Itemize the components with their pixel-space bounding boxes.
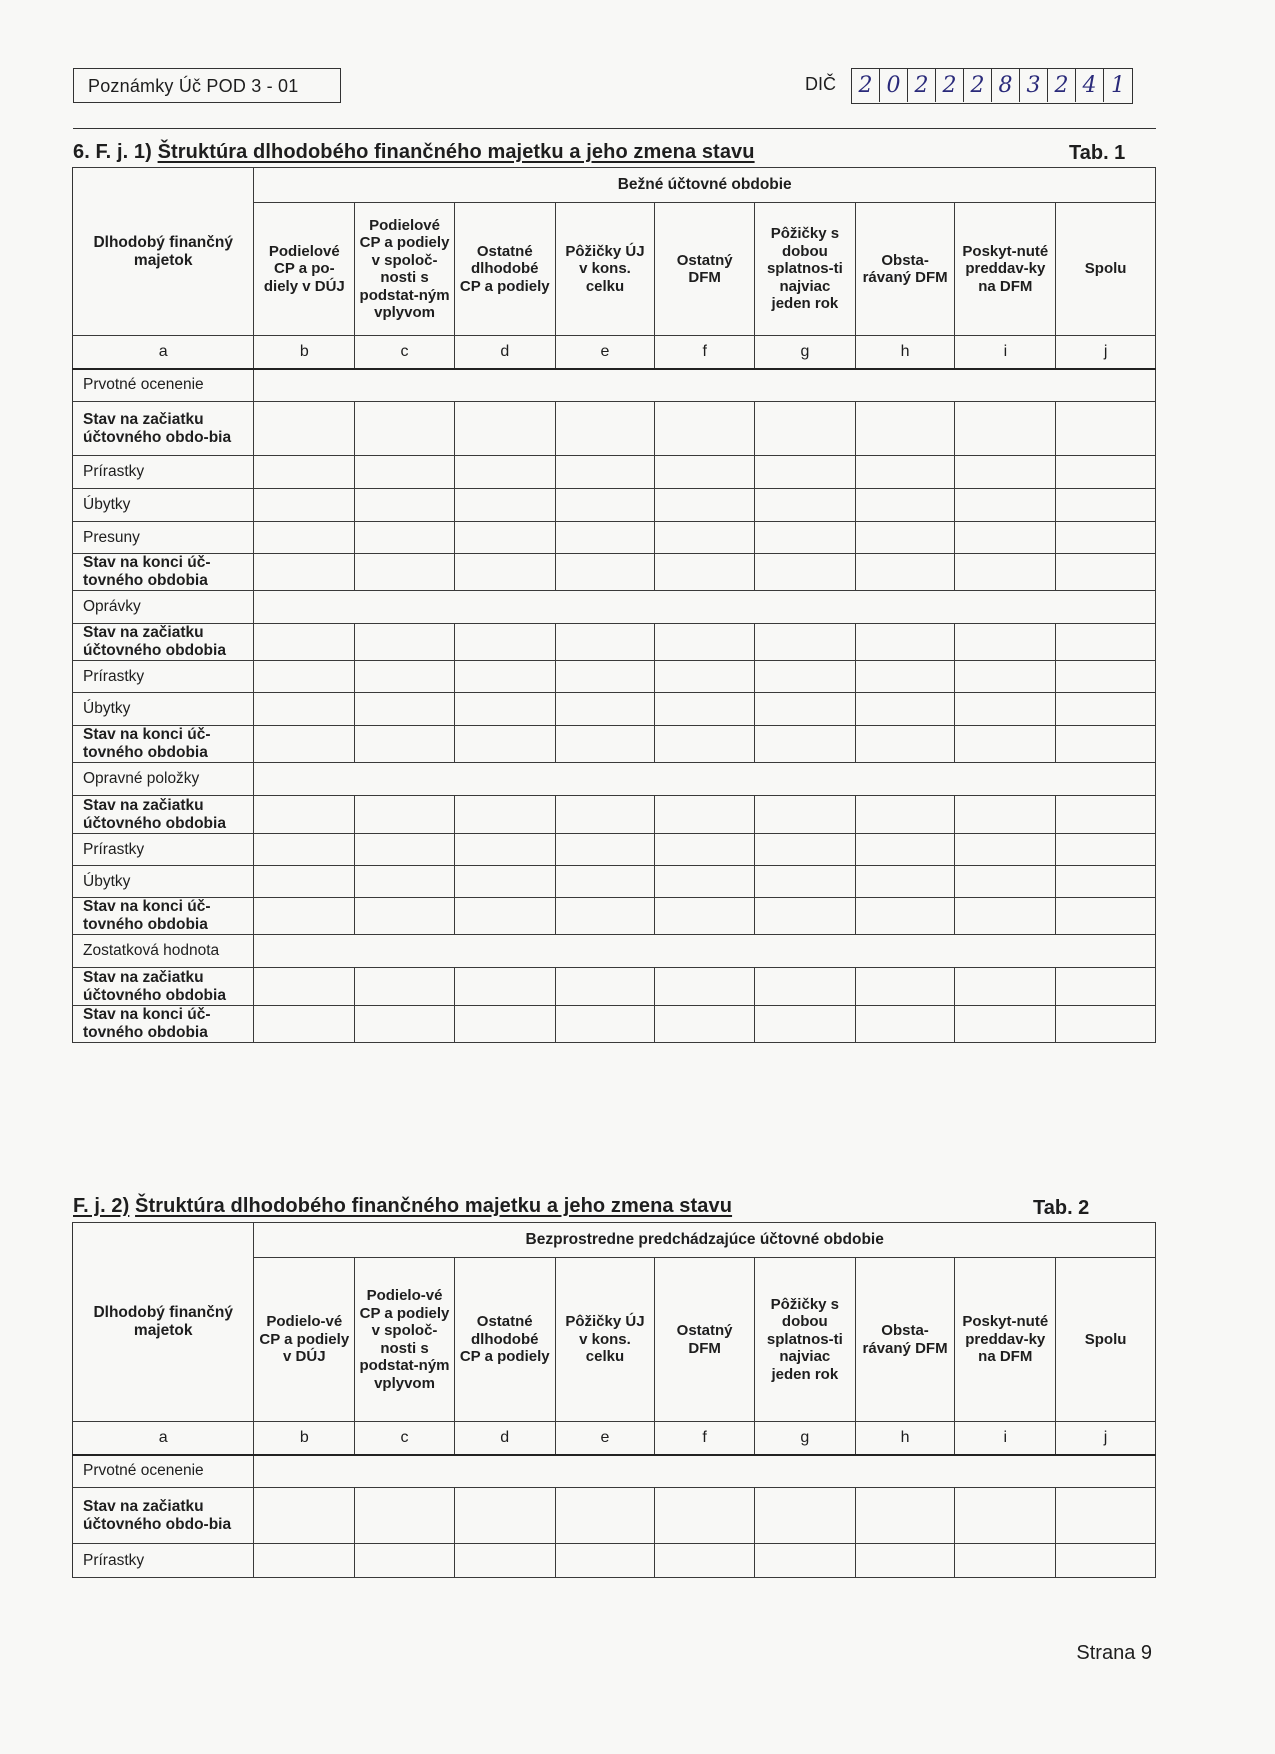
dfm-structure-table-current (72, 167, 1156, 1043)
column-letter: j (1056, 336, 1156, 369)
dic-digit-box[interactable]: 2 (852, 69, 880, 102)
value-cell[interactable] (254, 402, 355, 456)
value-cell[interactable] (355, 489, 455, 522)
value-cell[interactable] (955, 661, 1056, 693)
column-letter: i (955, 336, 1056, 369)
value-cell[interactable] (755, 968, 856, 1006)
value-cell[interactable] (855, 834, 955, 866)
value-cell[interactable] (254, 866, 355, 898)
dic-digit-box[interactable]: 2 (908, 69, 936, 102)
table-row (73, 935, 1156, 968)
value-cell[interactable] (355, 1544, 455, 1578)
value-cell[interactable] (1056, 693, 1156, 726)
value-cell[interactable] (555, 726, 655, 763)
value-cell[interactable] (254, 726, 355, 763)
value-cell[interactable] (955, 726, 1056, 763)
column-header: Ostatné dlhodobé CP a podiely (454, 203, 555, 336)
value-cell[interactable] (755, 661, 856, 693)
table-row (73, 661, 1156, 693)
section1-tab-label: Tab. 1 (1069, 142, 1126, 164)
value-cell[interactable] (254, 968, 355, 1006)
row-label: Prírastky (73, 834, 254, 866)
value-cell[interactable] (1056, 1006, 1156, 1043)
value-cell[interactable] (755, 898, 856, 935)
column-letter: f (655, 336, 755, 369)
table-row (73, 522, 1156, 554)
value-cell[interactable] (655, 898, 755, 935)
value-cell[interactable] (555, 1488, 655, 1544)
value-cell[interactable] (355, 796, 455, 834)
value-cell[interactable] (254, 456, 355, 489)
column-header: Obsta-rávaný DFM (855, 1258, 955, 1422)
value-cell[interactable] (655, 522, 755, 554)
value-cell[interactable] (655, 866, 755, 898)
dic-label: DIČ (805, 74, 836, 94)
value-cell[interactable] (955, 456, 1056, 489)
section-row-label: Oprávky (73, 591, 254, 624)
row-label: Prírastky (73, 1544, 254, 1578)
value-cell[interactable] (755, 1006, 856, 1043)
value-cell[interactable] (355, 661, 455, 693)
value-cell[interactable] (855, 624, 955, 661)
value-cell[interactable] (454, 522, 555, 554)
column-header: Podielo-vé CP a podiely v DÚJ (254, 1258, 355, 1422)
value-cell[interactable] (1056, 554, 1156, 591)
row-label: Stav na konci úč-tovného obdobia (73, 726, 254, 763)
value-cell[interactable] (254, 693, 355, 726)
value-cell[interactable] (355, 898, 455, 935)
value-cell[interactable] (855, 522, 955, 554)
section-row-span (254, 935, 1156, 968)
value-cell[interactable] (1056, 489, 1156, 522)
value-cell[interactable] (955, 402, 1056, 456)
dfm-structure-table-previous (72, 1222, 1156, 1578)
value-cell[interactable] (254, 624, 355, 661)
value-cell[interactable] (254, 898, 355, 935)
value-cell[interactable] (655, 1488, 755, 1544)
value-cell[interactable] (555, 693, 655, 726)
section-row-span (254, 369, 1156, 402)
value-cell[interactable] (454, 624, 555, 661)
column-header: Pôžičky ÚJ v kons. celku (555, 203, 655, 336)
column-header: Obsta-rávaný DFM (855, 203, 955, 336)
value-cell[interactable] (955, 1488, 1056, 1544)
value-cell[interactable] (955, 898, 1056, 935)
value-cell[interactable] (254, 1544, 355, 1578)
value-cell[interactable] (855, 456, 955, 489)
value-cell[interactable] (655, 693, 755, 726)
table-row (73, 693, 1156, 726)
table-row (73, 591, 1156, 624)
period-label: Bežné účtovné obdobie (254, 168, 1156, 203)
value-cell[interactable] (454, 726, 555, 763)
value-cell[interactable] (555, 866, 655, 898)
dic-digit-box[interactable]: 2 (936, 69, 964, 102)
value-cell[interactable] (254, 661, 355, 693)
row-label: Stav na začiatku účtovného obdobia (73, 968, 254, 1006)
value-cell[interactable] (454, 489, 555, 522)
value-cell[interactable] (355, 968, 455, 1006)
value-cell[interactable] (1056, 402, 1156, 456)
table-row (73, 1006, 1156, 1043)
value-cell[interactable] (254, 1488, 355, 1544)
value-cell[interactable] (655, 624, 755, 661)
value-cell[interactable] (1056, 661, 1156, 693)
table-row (73, 554, 1156, 591)
column-letter: f (655, 1422, 755, 1455)
table-row (73, 763, 1156, 796)
value-cell[interactable] (454, 1544, 555, 1578)
value-cell[interactable] (855, 554, 955, 591)
header-divider (73, 128, 1156, 129)
page-number: Strana 9 (1076, 1642, 1152, 1664)
column-header: Podielové CP a po-diely v DÚJ (254, 203, 355, 336)
value-cell[interactable] (955, 866, 1056, 898)
column-header: Ostatné dlhodobé CP a podiely (454, 1258, 555, 1422)
table-row (73, 1488, 1156, 1544)
value-cell[interactable] (355, 624, 455, 661)
value-cell[interactable] (755, 726, 856, 763)
value-cell[interactable] (955, 1544, 1056, 1578)
value-cell[interactable] (454, 1488, 555, 1544)
value-cell[interactable] (1056, 522, 1156, 554)
row-label: Stav na konci úč-tovného obdobia (73, 554, 254, 591)
table-row (73, 1455, 1156, 1488)
column-letter: e (555, 336, 655, 369)
row-label: Úbytky (73, 693, 254, 726)
column-header: Pôžičky ÚJ v kons. celku (555, 1258, 655, 1422)
value-cell[interactable] (754, 1488, 855, 1544)
dic-digit-box[interactable]: 1 (1111, 73, 1125, 98)
column-header: Podielo-vé CP a podiely v spoloč-nosti s podstat-ným vplyvom (355, 1258, 455, 1422)
value-cell[interactable] (555, 624, 655, 661)
value-cell[interactable] (1056, 866, 1156, 898)
section-row-label: Opravné položky (73, 763, 254, 796)
value-cell[interactable] (655, 456, 755, 489)
section-row-span (254, 591, 1156, 624)
value-cell[interactable] (555, 554, 655, 591)
dic-field[interactable] (851, 68, 1133, 104)
table-row (73, 726, 1156, 763)
value-cell[interactable] (555, 489, 655, 522)
value-cell[interactable] (1056, 898, 1156, 935)
value-cell[interactable] (1056, 726, 1156, 763)
column-letter: a (73, 336, 254, 369)
value-cell[interactable] (655, 726, 755, 763)
column-letter: b (254, 1422, 355, 1455)
value-cell[interactable] (1056, 624, 1156, 661)
value-cell[interactable] (855, 796, 955, 834)
table-row (73, 866, 1156, 898)
value-cell[interactable] (454, 456, 555, 489)
value-cell[interactable] (1056, 456, 1156, 489)
value-cell[interactable] (955, 1006, 1056, 1043)
value-cell[interactable] (855, 968, 955, 1006)
value-cell[interactable] (555, 661, 655, 693)
dic-digit-box[interactable]: 2 (964, 69, 992, 102)
value-cell[interactable] (655, 834, 755, 866)
value-cell[interactable] (1056, 796, 1156, 834)
section-row-label: Prvotné ocenenie (73, 1455, 254, 1488)
column-letter: j (1056, 1422, 1156, 1455)
section2-title-prefix: F. j. 2) (73, 1195, 130, 1217)
value-cell[interactable] (555, 796, 655, 834)
dic-digit-box[interactable]: 4 (1076, 69, 1104, 102)
value-cell[interactable] (955, 554, 1056, 591)
value-cell[interactable] (454, 1006, 555, 1043)
value-cell[interactable] (454, 693, 555, 726)
value-cell[interactable] (1056, 834, 1156, 866)
column-letter: d (454, 336, 555, 369)
column-letter: g (754, 1422, 855, 1455)
value-cell[interactable] (454, 661, 555, 693)
column-header: Pôžičky s dobou splatnos-ti najviac jeden rok (755, 203, 856, 336)
value-cell[interactable] (355, 402, 455, 456)
table-row (73, 624, 1156, 661)
table-row (73, 898, 1156, 935)
section2-title-text: Štruktúra dlhodobého finančného majetku a jeho zmena stavu (135, 1195, 733, 1217)
value-cell[interactable] (955, 522, 1056, 554)
dic-digit-box[interactable]: 2 (1048, 69, 1076, 102)
value-cell[interactable] (755, 866, 856, 898)
value-cell[interactable] (454, 402, 555, 456)
value-cell[interactable] (855, 898, 955, 935)
section-row-span (254, 763, 1156, 796)
value-cell[interactable] (555, 898, 655, 935)
table-row (73, 968, 1156, 1006)
value-cell[interactable] (855, 866, 955, 898)
value-cell[interactable] (555, 456, 655, 489)
value-cell[interactable] (655, 1544, 755, 1578)
column-letter: c (355, 336, 455, 369)
value-cell[interactable] (955, 624, 1056, 661)
dic-digit-box[interactable]: 8 (992, 69, 1020, 102)
value-cell[interactable] (254, 489, 355, 522)
table-row (73, 402, 1156, 456)
dic-digit-box[interactable]: 3 (1020, 69, 1048, 102)
value-cell[interactable] (955, 489, 1056, 522)
value-cell[interactable] (355, 834, 455, 866)
section-row-label: Zostatková hodnota (73, 935, 254, 968)
value-cell[interactable] (355, 866, 455, 898)
value-cell[interactable] (755, 402, 856, 456)
value-cell[interactable] (454, 834, 555, 866)
column-letter: d (454, 1422, 555, 1455)
section2-tab-label: Tab. 2 (1033, 1197, 1090, 1219)
value-cell[interactable] (755, 796, 856, 834)
value-cell[interactable] (755, 456, 856, 489)
table-row (73, 489, 1156, 522)
column-letter: h (855, 336, 955, 369)
value-cell[interactable] (855, 489, 955, 522)
column-header: Podielové CP a podiely v spoloč-nosti s podstat-ným vplyvom (355, 203, 455, 336)
value-cell[interactable] (254, 834, 355, 866)
section-row-span (254, 1455, 1156, 1488)
value-cell[interactable] (754, 1544, 855, 1578)
value-cell[interactable] (355, 1006, 455, 1043)
row-label: Stav na začiatku účtovného obdobia (73, 796, 254, 834)
section1-title-prefix: 6. F. j. 1) (73, 141, 152, 163)
section-row-label: Prvotné ocenenie (73, 369, 254, 402)
row-label: Stav na konci úč-tovného obdobia (73, 1006, 254, 1043)
value-cell[interactable] (254, 1006, 355, 1043)
value-cell[interactable] (454, 968, 555, 1006)
value-cell[interactable] (755, 624, 856, 661)
column-letter: h (855, 1422, 955, 1455)
value-cell[interactable] (555, 968, 655, 1006)
table-row (73, 369, 1156, 402)
value-cell[interactable] (655, 968, 755, 1006)
value-cell[interactable] (355, 1488, 455, 1544)
value-cell[interactable] (755, 489, 856, 522)
value-cell[interactable] (355, 554, 455, 591)
row-label: Stav na začiatku účtovného obdo-bia (73, 1488, 254, 1544)
section1-title (73, 141, 755, 164)
section1-title-text: Štruktúra dlhodobého finančného majetku a jeho zmena stavu (157, 141, 755, 163)
table-row (73, 1544, 1156, 1578)
value-cell[interactable] (955, 693, 1056, 726)
value-cell[interactable] (855, 1544, 955, 1578)
value-cell[interactable] (454, 898, 555, 935)
column-header: Ostatný DFM (655, 203, 755, 336)
column-header: Spolu (1056, 1258, 1156, 1422)
value-cell[interactable] (254, 522, 355, 554)
value-cell[interactable] (655, 402, 755, 456)
value-cell[interactable] (555, 1544, 655, 1578)
value-cell[interactable] (1056, 1488, 1156, 1544)
value-cell[interactable] (355, 456, 455, 489)
column-letter: e (555, 1422, 655, 1455)
value-cell[interactable] (755, 693, 856, 726)
row-header-label: Dlhodobý finančný majetok (73, 168, 254, 336)
row-label: Úbytky (73, 866, 254, 898)
column-header: Poskyt-nuté preddav-ky na DFM (955, 1258, 1056, 1422)
period-label: Bezprostredne predchádzajúce účtovné obdobie (254, 1223, 1156, 1258)
value-cell[interactable] (1056, 968, 1156, 1006)
value-cell[interactable] (855, 1006, 955, 1043)
value-cell[interactable] (755, 554, 856, 591)
value-cell[interactable] (855, 726, 955, 763)
row-label: Prírastky (73, 661, 254, 693)
row-label: Stav na začiatku účtovného obdo-bia (73, 402, 254, 456)
value-cell[interactable] (355, 522, 455, 554)
dic-digit-box[interactable]: 0 (880, 69, 908, 102)
column-header: Pôžičky s dobou splatnos-ti najviac jeden rok (754, 1258, 855, 1422)
column-header: Poskyt-nuté preddav-ky na DFM (955, 203, 1056, 336)
column-letter: c (355, 1422, 455, 1455)
table-row (73, 796, 1156, 834)
column-letter: i (955, 1422, 1056, 1455)
value-cell[interactable] (355, 693, 455, 726)
column-letter: a (73, 1422, 254, 1455)
value-cell[interactable] (655, 661, 755, 693)
value-cell[interactable] (655, 554, 755, 591)
column-letter: g (755, 336, 856, 369)
value-cell[interactable] (655, 489, 755, 522)
table-row (73, 456, 1156, 489)
value-cell[interactable] (555, 1006, 655, 1043)
value-cell[interactable] (755, 522, 856, 554)
column-letter: b (254, 336, 355, 369)
value-cell[interactable] (1056, 1544, 1156, 1578)
value-cell[interactable] (555, 522, 655, 554)
value-cell[interactable] (655, 796, 755, 834)
row-label: Úbytky (73, 489, 254, 522)
value-cell[interactable] (855, 402, 955, 456)
value-cell[interactable] (454, 866, 555, 898)
value-cell[interactable] (254, 554, 355, 591)
value-cell[interactable] (855, 693, 955, 726)
value-cell[interactable] (355, 726, 455, 763)
value-cell[interactable] (955, 968, 1056, 1006)
value-cell[interactable] (254, 796, 355, 834)
row-label: Prírastky (73, 456, 254, 489)
value-cell[interactable] (555, 402, 655, 456)
value-cell[interactable] (454, 554, 555, 591)
value-cell[interactable] (755, 834, 856, 866)
value-cell[interactable] (655, 1006, 755, 1043)
table-row (73, 834, 1156, 866)
row-label: Presuny (73, 522, 254, 554)
value-cell[interactable] (855, 1488, 955, 1544)
value-cell[interactable] (955, 834, 1056, 866)
value-cell[interactable] (454, 796, 555, 834)
row-header-label: Dlhodobý finančný majetok (73, 1223, 254, 1422)
column-header: Ostatný DFM (655, 1258, 755, 1422)
form-code-box: Poznámky Úč POD 3 - 01 (73, 68, 341, 103)
column-header: Spolu (1056, 203, 1156, 336)
value-cell[interactable] (955, 796, 1056, 834)
section2-title (73, 1195, 732, 1218)
value-cell[interactable] (555, 834, 655, 866)
row-label: Stav na konci úč-tovného obdobia (73, 898, 254, 935)
row-label: Stav na začiatku účtovného obdobia (73, 624, 254, 661)
value-cell[interactable] (855, 661, 955, 693)
